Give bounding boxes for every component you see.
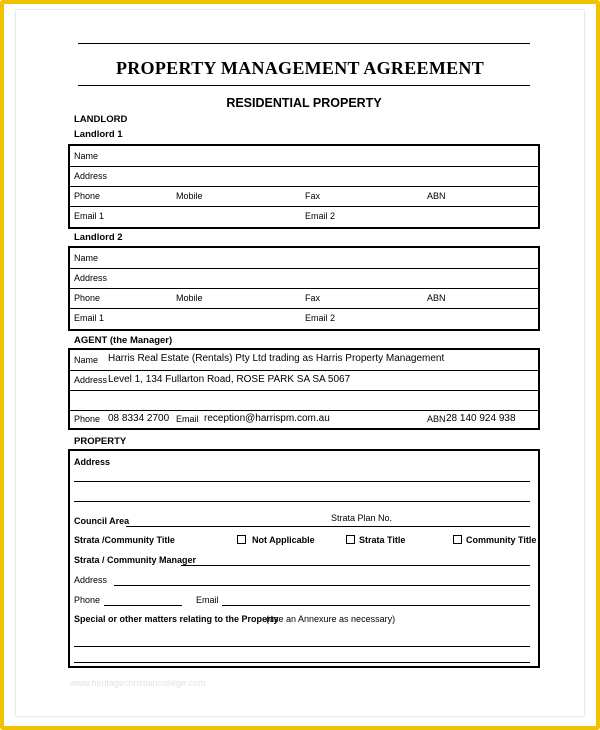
landlord2-email2-label: Email 2 [305,313,336,323]
agent-section-label: AGENT (the Manager) [74,335,173,346]
special-matters-line-2[interactable] [74,662,530,663]
landlord1-email2-label: Email 2 [305,211,336,221]
agent-address-value: Level 1, 134 Fullarton Road, ROSE PARK SA SA 5067 [108,374,351,385]
document-title: PROPERTY MANAGEMENT AGREEMENT [115,58,485,78]
manager-phone-line[interactable] [104,605,182,606]
landlord2-fax-label: Fax [305,293,321,303]
strata-manager-label: Strata / Community Manager [74,555,197,565]
agent-abn-value: 28 140 924 938 [446,413,516,424]
landlord1-phone-label: Phone [74,191,101,201]
agent-phone-value: 08 8334 2700 [108,413,170,424]
landlord1-email-row[interactable] [70,206,538,227]
strata-title-checkbox[interactable] [346,535,355,544]
agent-address-row [70,370,538,391]
landlord2-name-row[interactable] [70,248,538,269]
landlord2-name-label: Name [74,253,99,263]
agent-blank-row [70,390,538,411]
agent-name-label: Name [74,355,99,365]
agent-address-label: Address [74,375,108,385]
agent-phone-label: Phone [74,414,101,424]
watermark-text: www.heritagechristiancollege.com [70,678,206,688]
special-matters-line-1[interactable] [74,646,530,647]
landlord2-phone-label: Phone [74,293,101,303]
agent-email-label: Email [176,414,199,424]
agent-abn-label: ABN [427,414,446,424]
landlord2-email-row[interactable] [70,308,538,329]
landlord1-phone-row[interactable] [70,186,538,207]
agent-name-value: Harris Real Estate (Rentals) Pty Ltd trading as Harris Property Management [108,353,445,364]
landlord1-label: Landlord 1 [74,129,123,140]
special-matters-note: (use an Annexure as necessary) [266,614,396,624]
landlord1-mobile-label: Mobile [176,191,203,201]
strata-title-label: Strata /Community Title [74,535,175,545]
strata-title-option-label: Strata Title [359,535,406,545]
landlord2-phone-row[interactable] [70,288,538,309]
landlord1-name-label: Name [74,151,99,161]
not-applicable-checkbox[interactable] [237,535,246,544]
community-title-checkbox[interactable] [453,535,462,544]
landlord1-fax-label: Fax [305,191,321,201]
manager-phone-label: Phone [74,595,101,605]
strata-plan-label: Strata Plan No. [331,513,393,523]
document-subtitle: RESIDENTIAL PROPERTY [226,96,382,110]
agent-email-value: reception@harrispm.com.au [204,413,330,424]
landlord2-email1-label: Email 1 [74,313,105,323]
property-address-label: Address [74,457,111,467]
landlord2-address-row[interactable] [70,268,538,289]
title-rule [78,85,530,86]
landlord1-abn-label: ABN [427,191,446,201]
special-matters-label: Special or other matters relating to the Property [74,614,279,624]
manager-address-label: Address [74,575,108,585]
landlord1-box [68,144,540,229]
landlord2-address-label: Address [74,273,108,283]
agent-contact-row [70,410,538,428]
strata-manager-line[interactable] [181,565,530,566]
council-area-line[interactable] [126,526,530,527]
property-address-line-1[interactable] [74,481,530,482]
council-area-label: Council Area [74,516,130,526]
landlord1-email1-label: Email 1 [74,211,105,221]
landlord2-abn-label: ABN [427,293,446,303]
landlord1-address-label: Address [74,171,108,181]
manager-email-label: Email [196,595,219,605]
landlord2-box [68,246,540,331]
manager-email-line[interactable] [222,605,530,606]
top-rule [78,43,530,44]
community-title-label: Community Title [466,535,537,545]
manager-address-line[interactable] [114,585,530,586]
landlord2-label: Landlord 2 [74,232,123,243]
property-section-label: PROPERTY [74,436,127,447]
landlord1-address-row[interactable] [70,166,538,187]
landlord-section-label: LANDLORD [74,114,128,125]
agent-box [68,348,540,430]
property-address-line-2[interactable] [74,501,530,502]
agent-name-row [70,350,538,371]
landlord1-name-row[interactable] [70,146,538,167]
not-applicable-label: Not Applicable [252,535,315,545]
landlord2-mobile-label: Mobile [176,293,203,303]
